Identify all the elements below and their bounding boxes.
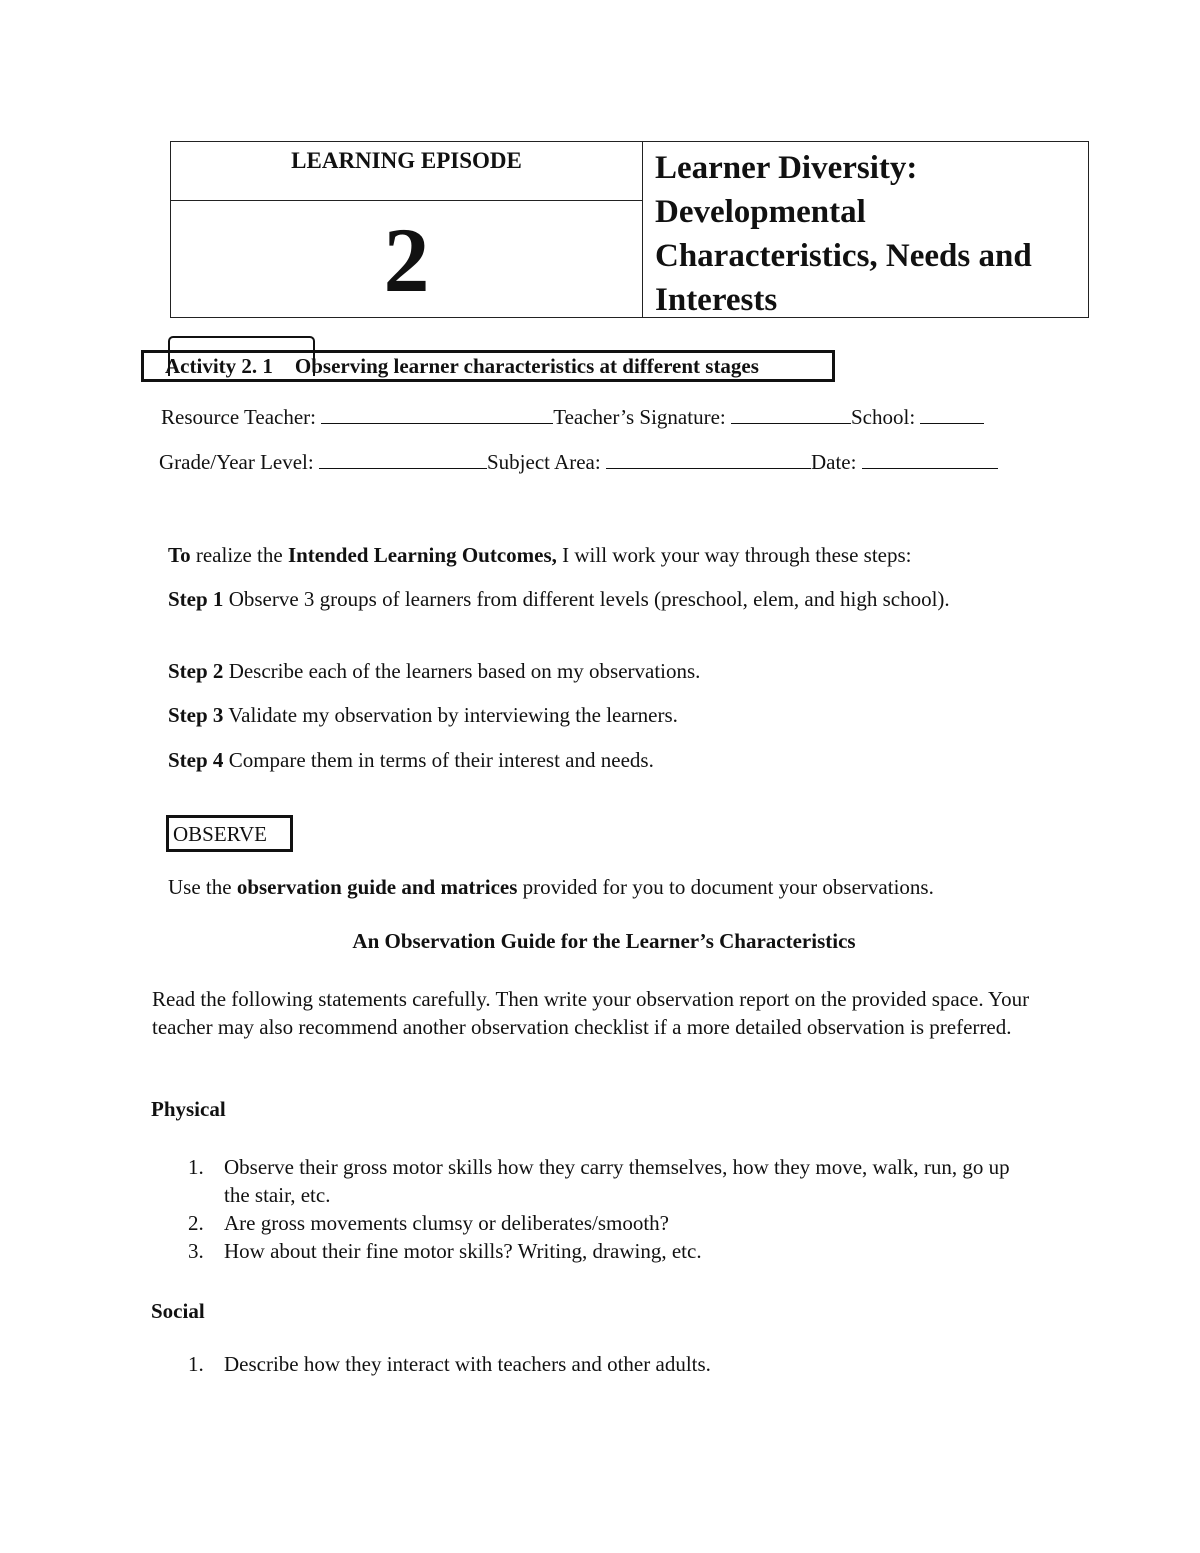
form-row-1 (161, 405, 984, 430)
subject-area-label: Subject Area: (486, 450, 601, 474)
guide-instructions: Read the following statements carefully. Then write your observation report on the provided space. Your teacher may also recommend another observation checklist if a more detailed observation is preferred. (152, 987, 1030, 1039)
list-item: 1. Describe how they interact with teachers and other adults. (188, 1352, 711, 1376)
date-field[interactable] (862, 450, 998, 469)
list-item: 1. Observe their gross motor skills how they carry themselves, how they move, walk, run, go up the stair, etc. (188, 1155, 1010, 1207)
social-list (152, 1350, 1022, 1378)
activity-heading (165, 354, 759, 379)
episode-cell (171, 142, 643, 317)
form-row-2 (159, 450, 998, 475)
guide-title: An Observation Guide for the Learner’s Characteristics (352, 929, 856, 953)
step-item: Step 1 Observe 3 groups of learners from different levels (preschool, elem, and high school). (168, 587, 950, 611)
resource-teacher-field[interactable] (321, 405, 553, 424)
school-field[interactable] (920, 405, 984, 424)
school-label: School: (850, 405, 916, 429)
teacher-signature-label: Teacher’s Signature: (553, 405, 726, 429)
social-heading: Social (151, 1299, 205, 1323)
subject-area-field[interactable] (606, 450, 811, 469)
list-item: 2. Are gross movements clumsy or deliberates/smooth? (188, 1211, 669, 1235)
observe-label: OBSERVE (166, 815, 293, 852)
date-label: Date: (810, 450, 857, 474)
step-item: Step 3 Validate my observation by interviewing the learners. (168, 703, 678, 727)
grade-level-label: Grade/Year Level: (159, 450, 314, 474)
episode-header-table (170, 141, 1089, 318)
grade-level-field[interactable] (319, 450, 487, 469)
episode-title (655, 146, 1080, 322)
physical-heading: Physical (151, 1097, 226, 1121)
step-item: Step 4 Compare them in terms of their interest and needs. (168, 748, 654, 772)
physical-list (152, 1153, 1022, 1265)
episode-number: 2 (383, 209, 430, 311)
episode-title-line: Developmental (655, 194, 866, 230)
episode-title-line: Interests (655, 282, 778, 318)
observe-instructions: Use the observation guide and matrices provided for you to document your observations. (168, 875, 934, 899)
list-item: 3. How about their fine motor skills? Writing, drawing, etc. (188, 1239, 702, 1263)
episode-label: LEARNING EPISODE (171, 142, 642, 201)
teacher-signature-field[interactable] (731, 405, 851, 424)
step-item: Step 2 Describe each of the learners based on my observations. (168, 659, 701, 683)
resource-teacher-label: Resource Teacher: (161, 405, 316, 429)
activity-title: Observing learner characteristics at different stages (294, 354, 759, 378)
episode-title-line: Learner Diversity: (655, 150, 918, 186)
episode-title-line: Characteristics, Needs and (655, 238, 1032, 274)
intro-paragraph: To realize the Intended Learning Outcomes, I will work your way through these steps: (168, 543, 912, 567)
activity-number: Activity 2. 1 (165, 354, 273, 378)
